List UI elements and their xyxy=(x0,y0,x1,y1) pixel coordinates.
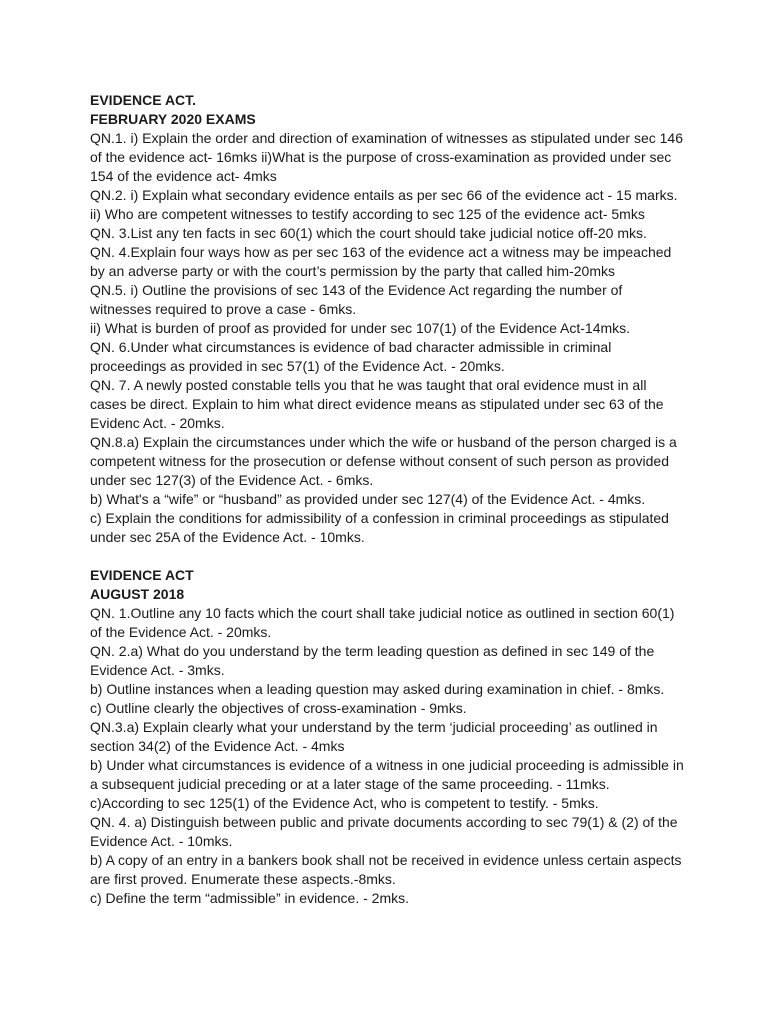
question-line: Evidenc Act. - 20mks. xyxy=(90,415,225,431)
section-title: EVIDENCE ACT. xyxy=(90,92,197,108)
question-line: Evidence Act. - 3mks. xyxy=(90,662,225,678)
question-line: ii) What is burden of proof as provided for under sec 107(1) of the Evidence Act-14mks. xyxy=(90,320,631,336)
question-line: QN. 2.a) What do you understand by the term leading question as defined in sec 149 of the xyxy=(90,643,655,659)
question-line: are first proved. Enumerate these aspects.-8mks. xyxy=(90,871,396,887)
question-line: 154 of the evidence act- 4mks xyxy=(90,168,277,184)
question-line: of the Evidence Act. - 20mks. xyxy=(90,624,272,640)
question-line: c) Explain the conditions for admissibility of a confession in criminal proceedings as stipulated xyxy=(90,510,669,526)
question-line: section 34(2) of the Evidence Act. - 4mks xyxy=(90,738,345,754)
document-body xyxy=(90,91,690,908)
question-line: QN. 1.Outline any 10 facts which the court shall take judicial notice as outlined in section 60(1) xyxy=(90,605,675,621)
question-line: QN.1. i) Explain the order and direction of examination of witnesses as stipulated under sec 146 xyxy=(90,130,683,146)
question-line: QN.5. i) Outline the provisions of sec 143 of the Evidence Act regarding the number of xyxy=(90,282,623,298)
question-line: by an adverse party or with the court’s permission by the party that called him-20mks xyxy=(90,263,615,279)
section-subtitle: AUGUST 2018 xyxy=(90,586,185,602)
question-line: b) Under what circumstances is evidence of a witness in one judicial proceeding is admissible in xyxy=(90,757,684,773)
question-line: QN.3.a) Explain clearly what your understand by the term ‘judicial proceeding’ as outlined in xyxy=(90,719,658,735)
exam-section xyxy=(90,566,690,908)
question-line: competent witness for the prosecution or defense without consent of such person as provided xyxy=(90,453,670,469)
question-line: ii) Who are competent witnesses to testify according to sec 125 of the evidence act- 5mks xyxy=(90,206,645,222)
question-line: cases be direct. Explain to him what direct evidence means as stipulated under sec 63 of the xyxy=(90,396,664,412)
question-line: QN. 6.Under what circumstances is evidence of bad character admissible in criminal xyxy=(90,339,612,355)
question-line: QN. 4. a) Distinguish between public and private documents according to sec 79(1) & (2) of the xyxy=(90,814,678,830)
question-line: QN. 7. A newly posted constable tells you that he was taught that oral evidence must in all xyxy=(90,377,647,393)
question-line: witnesses required to prove a case - 6mks. xyxy=(90,301,357,317)
section-subtitle: FEBRUARY 2020 EXAMS xyxy=(90,111,256,127)
section-title: EVIDENCE ACT xyxy=(90,567,194,583)
question-line: of the evidence act- 16mks ii)What is the purpose of cross-examination as provided under sec xyxy=(90,149,672,165)
question-line: b) A copy of an entry in a bankers book shall not be received in evidence unless certain aspects xyxy=(90,852,682,868)
document-page xyxy=(90,91,690,908)
section-spacer xyxy=(90,547,690,566)
question-line: b) What's a “wife” or “husband” as provided under sec 127(4) of the Evidence Act. - 4mks. xyxy=(90,491,646,507)
question-line: c) Outline clearly the objectives of cross-examination - 9mks. xyxy=(90,700,467,716)
question-line: proceedings as provided in sec 57(1) of the Evidence Act. - 20mks. xyxy=(90,358,505,374)
question-line: a subsequent judicial preceding or at a later stage of the same proceeding. - 11mks. xyxy=(90,776,610,792)
question-line: under sec 25A of the Evidence Act. - 10mks. xyxy=(90,529,365,545)
question-line: QN. 4.Explain four ways how as per sec 163 of the evidence act a witness may be impeached xyxy=(90,244,672,260)
exam-section xyxy=(90,91,690,547)
question-line: c)According to sec 125(1) of the Evidence Act, who is competent to testify. - 5mks. xyxy=(90,795,599,811)
question-line: c) Define the term “admissible” in evidence. - 2mks. xyxy=(90,890,409,906)
question-line: QN.8.a) Explain the circumstances under which the wife or husband of the person charged is a xyxy=(90,434,677,450)
question-line: under sec 127(3) of the Evidence Act. - 6mks. xyxy=(90,472,374,488)
question-line: QN.2. i) Explain what secondary evidence entails as per sec 66 of the evidence act - 15 marks. xyxy=(90,187,678,203)
question-line: b) Outline instances when a leading question may asked during examination in chief. - 8mks. xyxy=(90,681,665,697)
question-line: Evidence Act. - 10mks. xyxy=(90,833,233,849)
question-line: QN. 3.List any ten facts in sec 60(1) which the court should take judicial notice off-20 mks. xyxy=(90,225,647,241)
